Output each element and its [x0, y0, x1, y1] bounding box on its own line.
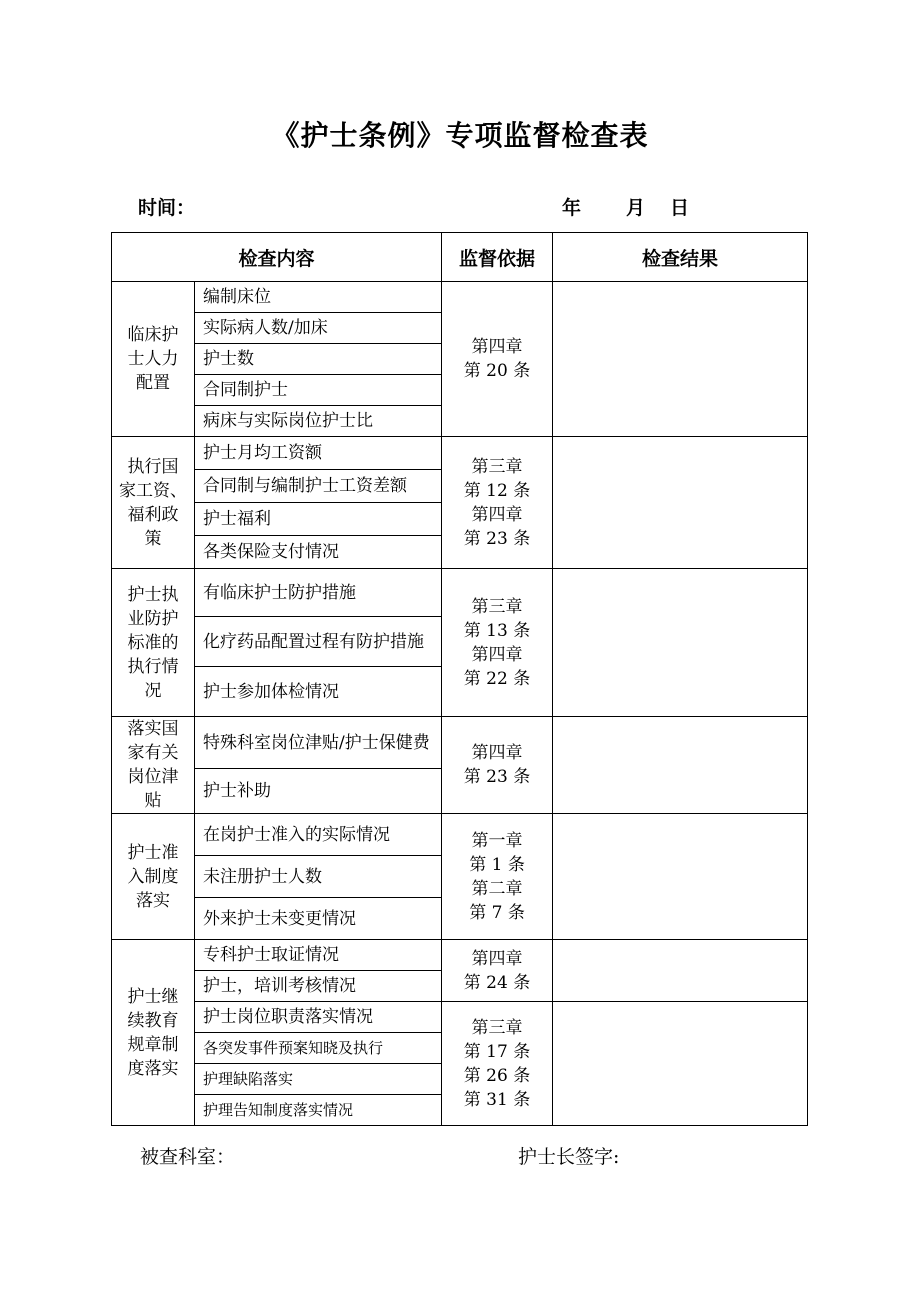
- table-row: [112, 717, 808, 769]
- result-cell[interactable]: [553, 717, 808, 814]
- item-cell: 专科护士取证情况: [195, 940, 442, 971]
- inspection-table: [111, 232, 808, 1126]
- basis-line: 第四章: [471, 504, 523, 525]
- item-cell: 护士数: [195, 344, 442, 375]
- category-cell: [112, 569, 195, 717]
- category-line: 临床护: [127, 325, 179, 345]
- table-row: [112, 282, 808, 313]
- category-line: 况: [144, 680, 162, 701]
- header-basis: 监督依据: [442, 233, 553, 282]
- basis-line: 第 12 条: [463, 480, 531, 501]
- header-row: [112, 233, 808, 282]
- category-cell: [112, 814, 195, 940]
- category-line: 策: [144, 528, 162, 549]
- result-cell[interactable]: [553, 940, 808, 1002]
- result-cell[interactable]: [553, 569, 808, 717]
- category-line: 落实国: [127, 719, 179, 739]
- item-cell: 护士补助: [195, 769, 442, 814]
- table-row: [112, 437, 808, 470]
- table-row: [112, 814, 808, 856]
- basis-line: 第 24 条: [463, 972, 531, 993]
- basis-line: 第 31 条: [463, 1089, 531, 1110]
- item-cell: 护士岗位职责落实情况: [195, 1002, 442, 1033]
- basis-line: 第 23 条: [463, 767, 531, 787]
- category-cell: [112, 437, 195, 569]
- basis-cell: [442, 569, 553, 717]
- category-line: 护士准: [127, 842, 179, 863]
- basis-line: 第四章: [471, 337, 523, 357]
- category-cell: [112, 940, 195, 1126]
- header-result: 检查结果: [553, 233, 808, 282]
- item-cell: 编制床位: [195, 282, 442, 313]
- category-line: 入制度: [127, 866, 179, 887]
- item-cell: 护理告知制度落实情况: [195, 1095, 442, 1126]
- category-line: 业防护: [127, 608, 179, 629]
- category-line: 护士执: [127, 584, 179, 605]
- time-label: 时间：: [138, 197, 196, 219]
- item-cell: 各突发事件预案知晓及执行: [195, 1033, 442, 1064]
- item-cell: 各类保险支付情况: [195, 536, 442, 569]
- category-line: 执行情: [127, 656, 179, 677]
- table-row: [112, 1002, 808, 1033]
- basis-line: 第 26 条: [463, 1065, 531, 1086]
- item-cell: 护士，培训考核情况: [195, 971, 442, 1002]
- basis-line: 第四章: [471, 948, 523, 969]
- basis-line: 第 23 条: [463, 528, 531, 549]
- basis-cell: [442, 437, 553, 569]
- category-line: 士人力: [127, 349, 179, 369]
- category-line: 家有关: [127, 743, 179, 763]
- date-month: 月: [626, 197, 646, 219]
- basis-line: 第 7 条: [469, 902, 525, 923]
- category-line: 度落实: [127, 1058, 179, 1079]
- head-nurse-signature-label: 护士长签字:: [518, 1146, 620, 1168]
- result-cell[interactable]: [553, 1002, 808, 1126]
- category-line: 福利政: [127, 504, 179, 525]
- basis-line: 第一章: [471, 830, 523, 851]
- category-line: 贴: [144, 791, 162, 811]
- category-cell: [112, 717, 195, 814]
- basis-cell: [442, 282, 553, 437]
- header-content: 检查内容: [112, 233, 442, 282]
- item-cell: 外来护士未变更情况: [195, 898, 442, 940]
- category-line: 护士继: [127, 986, 179, 1007]
- table-row: [112, 940, 808, 971]
- basis-cell: [442, 717, 553, 814]
- basis-line: 第 1 条: [469, 854, 525, 875]
- basis-line: 第三章: [471, 456, 523, 477]
- inspected-department-label: 被查科室：: [140, 1146, 236, 1168]
- basis-cell: [442, 814, 553, 940]
- category-line: 规章制: [127, 1034, 179, 1055]
- table-row: [112, 569, 808, 617]
- item-cell: 化疗药品配置过程有防护措施: [195, 617, 442, 667]
- date-day: 日: [670, 197, 690, 219]
- basis-line: 第三章: [471, 1017, 523, 1038]
- result-cell[interactable]: [553, 282, 808, 437]
- item-cell: 在岗护士准入的实际情况: [195, 814, 442, 856]
- item-cell: 护理缺陷落实: [195, 1064, 442, 1095]
- item-cell: 病床与实际岗位护士比: [195, 406, 442, 437]
- date-year: 年: [562, 197, 582, 219]
- category-line: 执行国: [127, 456, 179, 477]
- basis-line: 第 22 条: [463, 668, 531, 689]
- category-line: 家工资、: [119, 480, 187, 501]
- item-cell: 有临床护士防护措施: [195, 569, 442, 617]
- basis-cell: [442, 1002, 553, 1126]
- category-line: 配置: [136, 373, 170, 393]
- category-line: 岗位津: [127, 767, 179, 787]
- category-line: 标准的: [127, 632, 179, 653]
- basis-cell: [442, 940, 553, 1002]
- result-cell[interactable]: [553, 814, 808, 940]
- item-cell: 特殊科室岗位津贴/护士保健费: [195, 717, 442, 769]
- item-cell: 未注册护士人数: [195, 856, 442, 898]
- category-line: 落实: [136, 890, 170, 911]
- basis-line: 第 13 条: [463, 620, 531, 641]
- page-title: 《护士条例》专项监督检查表: [271, 119, 649, 152]
- basis-line: 第 20 条: [463, 361, 531, 381]
- item-cell: 护士参加体检情况: [195, 667, 442, 717]
- item-cell: 实际病人数/加床: [195, 313, 442, 344]
- item-cell: 合同制护士: [195, 375, 442, 406]
- basis-line: 第三章: [471, 596, 523, 617]
- basis-line: 第二章: [471, 878, 523, 899]
- item-cell: 合同制与编制护士工资差额: [195, 470, 442, 503]
- category-cell: [112, 282, 195, 437]
- basis-line: 第 17 条: [463, 1041, 531, 1062]
- result-cell[interactable]: [553, 437, 808, 569]
- basis-line: 第四章: [471, 644, 523, 665]
- category-line: 续教育: [127, 1010, 179, 1031]
- item-cell: 护士福利: [195, 503, 442, 536]
- basis-line: 第四章: [471, 743, 523, 763]
- item-cell: 护士月均工资额: [195, 437, 442, 470]
